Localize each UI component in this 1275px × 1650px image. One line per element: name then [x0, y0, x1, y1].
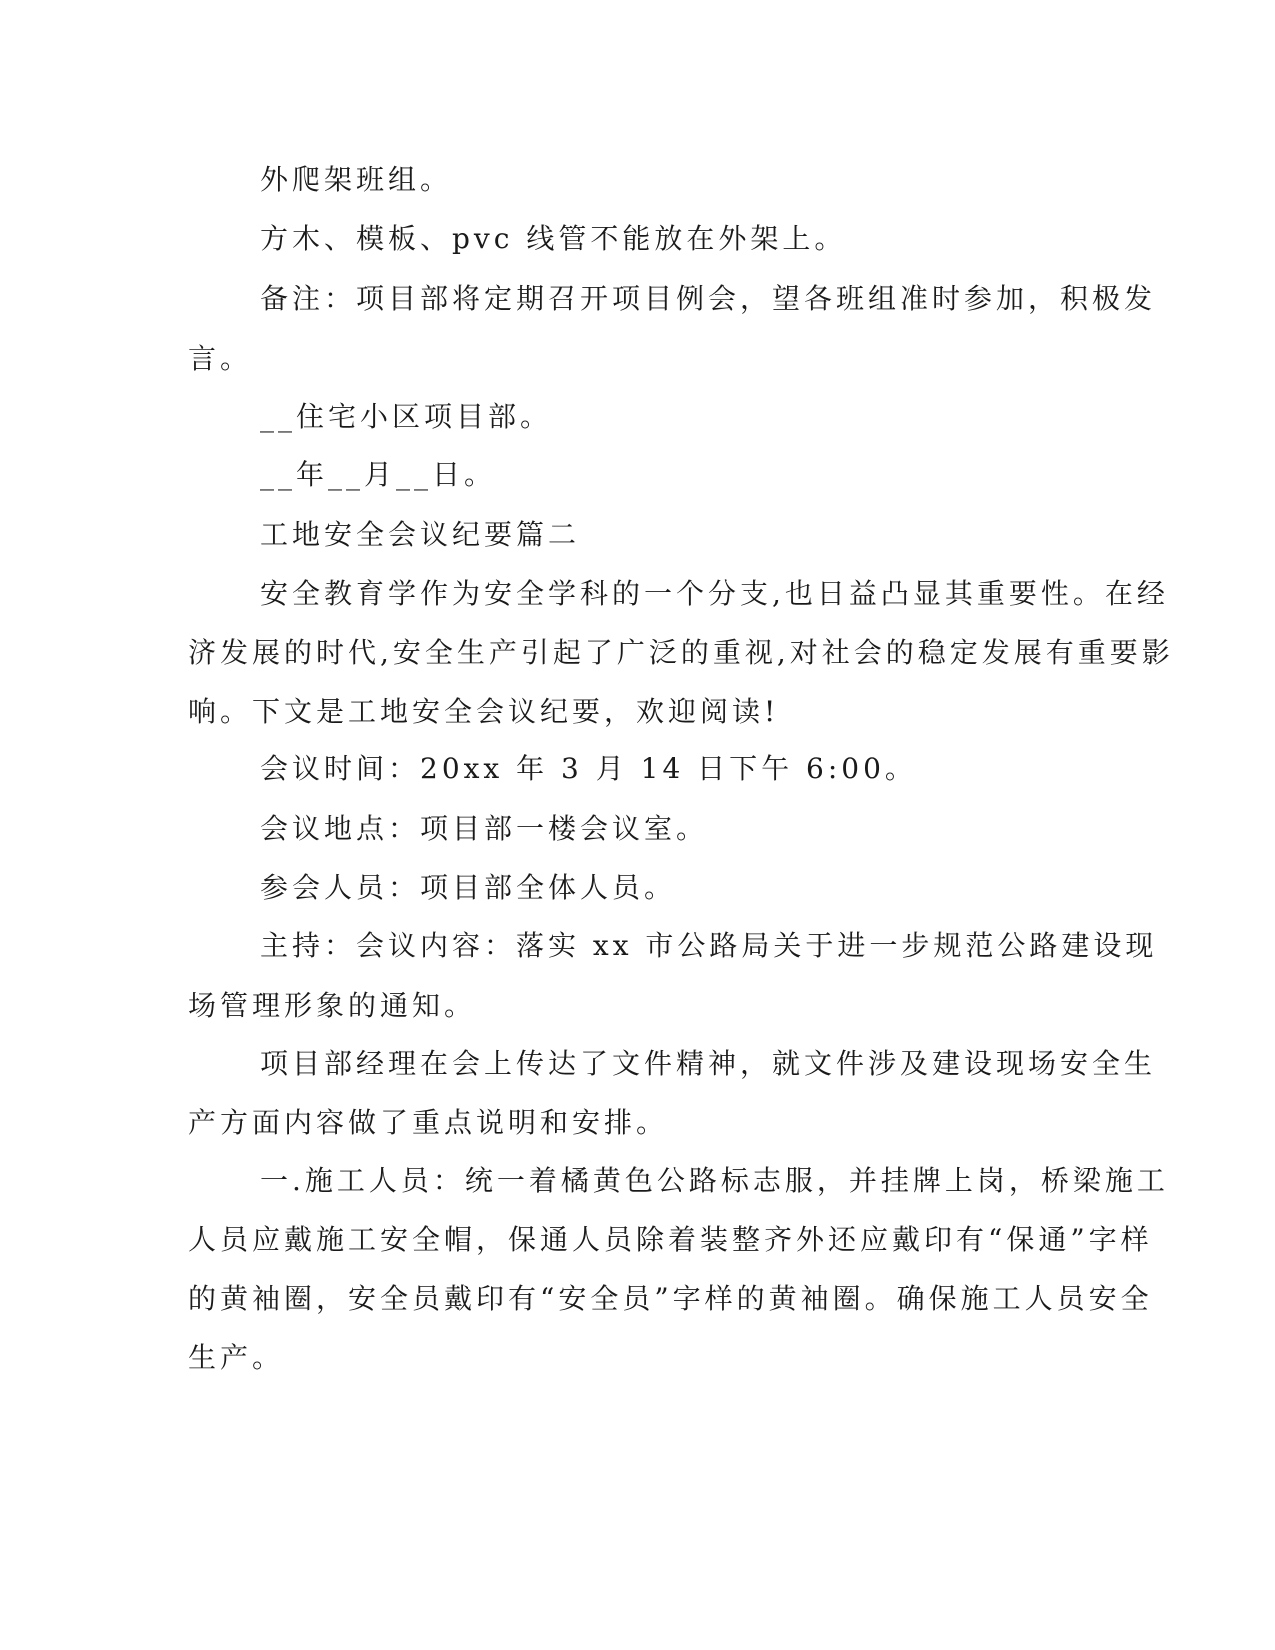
paragraph-line: 外爬架班组。: [260, 163, 453, 196]
paragraph-line: 主持：会议内容：落实 xx 市公路局关于进一步规范公路建设现: [260, 929, 1158, 962]
paragraph-line: 会议时间：20xx 年 3 月 14 日下午 6:00。: [260, 752, 917, 785]
paragraph-line: 项目部经理在会上传达了文件精神，就文件涉及建设现场安全生: [260, 1047, 1157, 1080]
paragraph-line: 一.施工人员：统一着橘黄色公路标志服，并挂牌上岗，桥梁施工: [260, 1164, 1169, 1197]
paragraph-line: __住宅小区项目部。: [260, 400, 553, 433]
paragraph-line: 言。: [188, 342, 253, 375]
paragraph-line: 产方面内容做了重点说明和安排。: [188, 1106, 669, 1139]
paragraph-line: 方木、模板、pvc 线管不能放在外架上。: [260, 222, 847, 255]
paragraph-line: 济发展的时代,安全生产引起了广泛的重视,对社会的稳定发展有重要影: [188, 636, 1174, 669]
paragraph-line: __年__月__日。: [260, 458, 497, 491]
section-heading: 工地安全会议纪要篇二: [260, 518, 581, 551]
paragraph-line: 生产。: [188, 1341, 285, 1374]
paragraph-line: 场管理形象的通知。: [188, 989, 477, 1022]
paragraph-line: 人员应戴施工安全帽，保通人员除着装整齐外还应戴印有“保通”字样: [188, 1223, 1153, 1256]
paragraph-line: 的黄袖圈，安全员戴印有“安全员”字样的黄袖圈。确保施工人员安全: [188, 1282, 1153, 1315]
paragraph-line: 备注：项目部将定期召开项目例会，望各班组准时参加，积极发: [260, 282, 1157, 315]
paragraph-line: 安全教育学作为安全学科的一个分支,也日益凸显其重要性。在经: [260, 577, 1169, 610]
paragraph-line: 会议地点：项目部一楼会议室。: [260, 812, 709, 845]
paragraph-line: 参会人员：项目部全体人员。: [260, 871, 677, 904]
paragraph-line: 响。下文是工地安全会议纪要，欢迎阅读!: [188, 695, 780, 728]
